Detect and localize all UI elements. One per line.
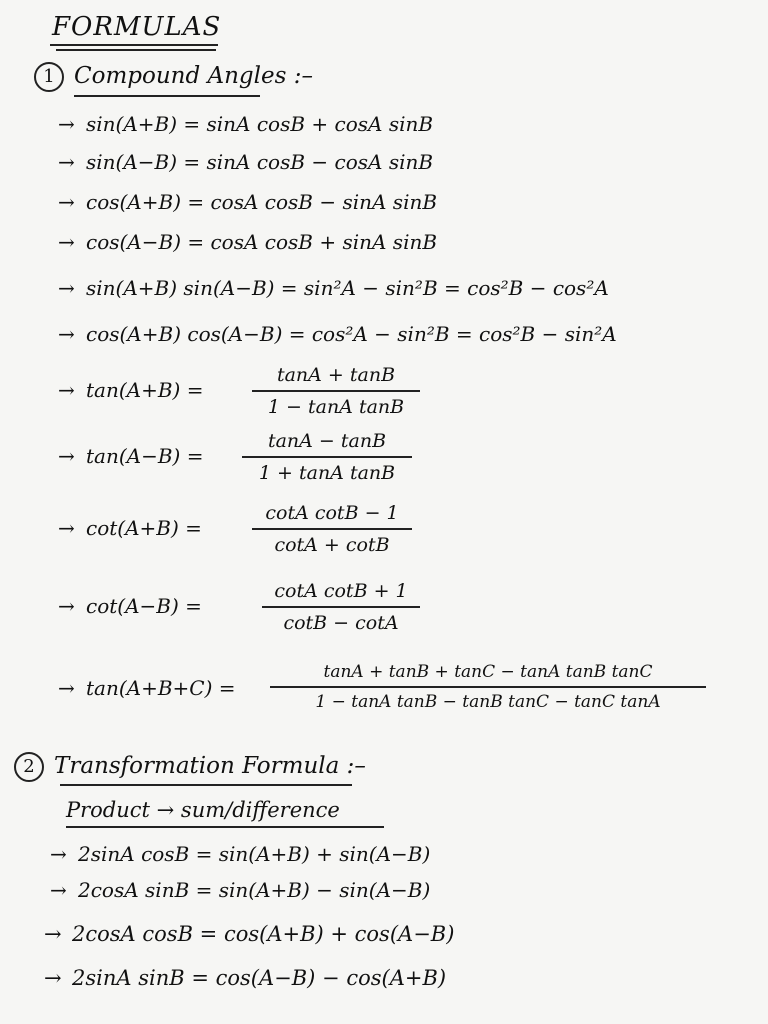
fraction (242, 430, 412, 484)
fraction-numerator: cotA cotB − 1 (265, 502, 399, 524)
arrow-icon: → (58, 276, 75, 300)
section-1-title: Compound Angles :– (74, 63, 313, 89)
arrow-icon: → (50, 878, 67, 902)
section-2-title: Transformation Formula :– (54, 753, 366, 779)
identity-text: 2sinA sinB = cos(A−B) − cos(A+B) (72, 966, 447, 990)
identity-text: 2cosA cosB = cos(A+B) + cos(A−B) (72, 922, 455, 946)
arrow-icon: → (50, 842, 67, 866)
identity-text: sin(A+B) = sinA cosB + cosA sinB (86, 112, 434, 136)
fraction-lhs: → cot(A+B) = (58, 516, 202, 540)
identity-row (58, 322, 617, 346)
identity-text: cos(A+B) cos(A−B) = cos²A − sin²B = cos²B − sin²A (86, 322, 617, 346)
identity-row (58, 190, 437, 214)
section-1-heading (34, 62, 313, 92)
identity-text: cos(A−B) = cosA cosB + sinA sinB (86, 230, 438, 254)
arrow-icon: → (58, 444, 75, 468)
section-2-underline (60, 784, 352, 786)
identity-row (58, 112, 433, 136)
fraction-numerator: tanA + tanB + tanC − tanA tanB tanC (323, 662, 653, 682)
title-underline (50, 44, 218, 46)
fraction (252, 364, 420, 418)
fraction-lhs: → tan(A+B+C) = (58, 676, 236, 700)
identity-row (44, 922, 454, 946)
fraction-lhs: → tan(A−B) = (58, 444, 204, 468)
arrow-icon: → (58, 150, 75, 174)
arrow-icon: → (44, 922, 62, 946)
identity-text: sin(A+B) sin(A−B) = sin²A − sin²B = cos²B − cos²A (86, 276, 609, 300)
arrow-icon: → (58, 378, 75, 402)
fraction-denominator: 1 + tanA tanB (258, 462, 396, 484)
fraction (270, 662, 706, 712)
identity-row (50, 878, 430, 902)
identity-text: sin(A−B) = sinA cosB − cosA sinB (86, 150, 434, 174)
fraction (252, 502, 412, 556)
identity-row (58, 230, 437, 254)
arrow-icon: → (58, 594, 75, 618)
page-title: FORMULAS (52, 12, 222, 42)
fraction-denominator: cotA + cotB (274, 534, 390, 556)
fraction-lhs: → cot(A−B) = (58, 594, 202, 618)
section-1-underline (74, 95, 260, 97)
section-2-heading (14, 752, 366, 782)
fraction-numerator: tanA + tanB (276, 364, 396, 386)
identity-row (44, 966, 446, 990)
identity-text: cos(A+B) = cosA cosB − sinA sinB (86, 190, 438, 214)
title-underline-second (56, 49, 216, 51)
fraction-numerator: tanA − tanB (267, 430, 387, 452)
arrow-icon: → (58, 230, 75, 254)
arrow-icon: → (58, 516, 75, 540)
identity-row (58, 150, 433, 174)
arrow-icon: → (44, 966, 62, 990)
fraction-numerator: cotA cotB + 1 (274, 580, 408, 602)
fraction-lhs: → tan(A+B) = (58, 378, 204, 402)
section-2-number: 2 (14, 752, 44, 782)
fraction-denominator: cotB − cotA (283, 612, 399, 634)
fraction-denominator: 1 − tanA tanB (267, 396, 405, 418)
arrow-icon: → (58, 112, 75, 136)
fraction (262, 580, 420, 634)
section-1-number: 1 (34, 62, 64, 92)
fraction-denominator: 1 − tanA tanB − tanB tanC − tanC tanA (315, 692, 661, 712)
subheading-underline (66, 826, 384, 828)
identity-row (50, 842, 430, 866)
arrow-icon: → (58, 190, 75, 214)
identity-text: 2cosA sinB = sin(A+B) − sin(A−B) (78, 878, 431, 902)
arrow-icon: → (58, 322, 75, 346)
identity-text: 2sinA cosB = sin(A+B) + sin(A−B) (78, 842, 431, 866)
identity-row (58, 276, 609, 300)
arrow-icon: → (58, 676, 75, 700)
section-2-subheading: Product → sum/difference (66, 798, 340, 822)
